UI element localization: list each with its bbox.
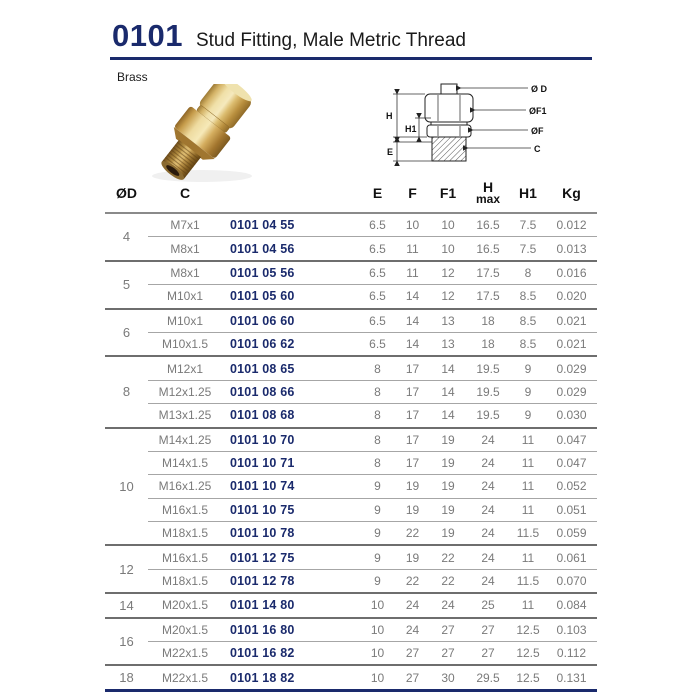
f1-cell: 14 [430,404,466,428]
part-number-cell: 0101 04 56 [222,237,360,261]
table-row [105,332,597,356]
f1-cell: 19 [430,522,466,546]
thread-cell: M16x1.25 [148,475,222,498]
col-header-part [222,180,360,213]
e-cell: 10 [360,642,395,666]
hmax-cell: 18 [466,332,510,356]
hmax-cell: 19.5 [466,356,510,380]
thread-cell: M10x1.5 [148,332,222,356]
part-number-cell: 0101 18 82 [222,665,360,688]
col-header-hmax [466,180,510,213]
part-number-cell: 0101 06 60 [222,309,360,333]
col-header-f: F [395,180,430,213]
f-cell: 14 [395,309,430,333]
kg-cell: 0.047 [546,451,597,474]
f1-cell: 14 [430,356,466,380]
part-number-cell: 0101 10 78 [222,522,360,546]
hmax-cell: 18 [466,309,510,333]
thread-cell: M13x1.25 [148,404,222,428]
table-row [105,380,597,403]
dimension-label-h: H [386,111,393,121]
thread-cell: M8x1 [148,261,222,285]
part-number-cell: 0101 10 74 [222,475,360,498]
thread-cell: M16x1.5 [148,545,222,569]
table-row [105,285,597,309]
hmax-cell: 16.5 [466,237,510,261]
thread-cell: M12x1 [148,356,222,380]
f1-cell: 12 [430,285,466,309]
part-number-cell: 0101 08 65 [222,356,360,380]
col-header-f1: F1 [430,180,466,213]
title-divider [110,57,592,60]
table-row [105,545,597,569]
part-number-cell: 0101 05 56 [222,261,360,285]
spec-table-wrap [105,180,597,692]
thread-cell: M10x1 [148,309,222,333]
f1-cell: 19 [430,498,466,521]
od-cell: 14 [105,593,148,617]
product-photo [118,84,293,186]
hmax-cell: 16.5 [466,213,510,237]
h1-cell: 11 [510,498,546,521]
thread-cell: M18x1.5 [148,522,222,546]
part-number-cell: 0101 08 68 [222,404,360,428]
h1-cell: 9 [510,380,546,403]
dimension-label-f1: ØF1 [529,106,547,116]
f-cell: 19 [395,475,430,498]
f-cell: 19 [395,498,430,521]
f1-cell: 10 [430,213,466,237]
h1-cell: 12.5 [510,642,546,666]
f-cell: 10 [395,213,430,237]
hmax-cell: 25 [466,593,510,617]
od-cell: 18 [105,665,148,688]
f-cell: 27 [395,665,430,688]
e-cell: 6.5 [360,285,395,309]
h1-cell: 9 [510,404,546,428]
drawing-fitting-outline [425,84,473,161]
table-row [105,356,597,380]
od-cell: 5 [105,261,148,309]
f-cell: 17 [395,451,430,474]
col-header-e: E [360,180,395,213]
od-cell: 16 [105,618,148,666]
col-header-h1: H1 [510,180,546,213]
e-cell: 6.5 [360,237,395,261]
e-cell: 6.5 [360,261,395,285]
f1-cell: 22 [430,545,466,569]
hmax-cell: 24 [466,569,510,593]
f-cell: 24 [395,593,430,617]
technical-drawing [383,80,595,180]
h1-cell: 9 [510,356,546,380]
f1-cell: 19 [430,475,466,498]
kg-cell: 0.030 [546,404,597,428]
f-cell: 11 [395,237,430,261]
spec-table-body [105,213,597,689]
kg-cell: 0.020 [546,285,597,309]
thread-cell: M7x1 [148,213,222,237]
thread-cell: M14x1.25 [148,428,222,452]
f1-cell: 30 [430,665,466,688]
kg-cell: 0.013 [546,237,597,261]
h1-cell: 12.5 [510,618,546,642]
part-number-cell: 0101 12 75 [222,545,360,569]
table-row [105,428,597,452]
h1-cell: 8 [510,261,546,285]
h1-cell: 12.5 [510,665,546,688]
h1-cell: 7.5 [510,237,546,261]
part-number-cell: 0101 10 71 [222,451,360,474]
table-row [105,309,597,333]
e-cell: 9 [360,545,395,569]
h1-cell: 11.5 [510,569,546,593]
od-cell: 12 [105,545,148,593]
table-row [105,569,597,593]
dimension-label-e: E [387,147,394,157]
f-cell: 11 [395,261,430,285]
hmax-cell: 17.5 [466,261,510,285]
table-row [105,522,597,546]
thread-cell: M20x1.5 [148,593,222,617]
f1-cell: 10 [430,237,466,261]
e-cell: 6.5 [360,309,395,333]
od-cell: 4 [105,213,148,261]
f1-cell: 19 [430,428,466,452]
kg-cell: 0.012 [546,213,597,237]
table-row [105,593,597,617]
part-number-cell: 0101 12 78 [222,569,360,593]
kg-cell: 0.084 [546,593,597,617]
page-title: Stud Fitting, Male Metric Thread [195,30,466,51]
f-cell: 27 [395,642,430,666]
part-number-cell: 0101 05 60 [222,285,360,309]
e-cell: 9 [360,475,395,498]
thread-cell: M22x1.5 [148,665,222,688]
thread-cell: M10x1 [148,285,222,309]
f-cell: 17 [395,356,430,380]
dimension-label-c: C [534,144,541,154]
h1-cell: 8.5 [510,309,546,333]
thread-cell: M12x1.25 [148,380,222,403]
e-cell: 10 [360,618,395,642]
hmax-cell: 27 [466,642,510,666]
hmax-cell: 24 [466,475,510,498]
hmax-cell: 24 [466,545,510,569]
table-row [105,237,597,261]
kg-cell: 0.131 [546,665,597,688]
od-cell: 6 [105,309,148,357]
h1-cell: 11 [510,428,546,452]
table-header-row [105,180,597,213]
part-number-cell: 0101 16 80 [222,618,360,642]
col-header-h-sub: max [475,192,501,206]
f1-cell: 27 [430,642,466,666]
kg-cell: 0.052 [546,475,597,498]
f-cell: 17 [395,428,430,452]
f1-cell: 14 [430,380,466,403]
e-cell: 6.5 [360,332,395,356]
col-header-kg: Kg [546,180,597,213]
kg-cell: 0.021 [546,309,597,333]
col-header-h: H [482,179,494,195]
thread-cell: M14x1.5 [148,451,222,474]
hmax-cell: 27 [466,618,510,642]
kg-cell: 0.029 [546,380,597,403]
page-header [112,18,594,54]
e-cell: 10 [360,665,395,688]
e-cell: 8 [360,380,395,403]
od-cell: 8 [105,356,148,427]
h1-cell: 11.5 [510,522,546,546]
table-row [105,475,597,498]
table-row [105,404,597,428]
e-cell: 9 [360,569,395,593]
part-number-cell: 0101 10 75 [222,498,360,521]
h1-cell: 11 [510,475,546,498]
f1-cell: 19 [430,451,466,474]
material-label: Brass [117,70,148,84]
dimension-label-d: Ø D [531,84,548,94]
kg-cell: 0.016 [546,261,597,285]
kg-cell: 0.051 [546,498,597,521]
kg-cell: 0.047 [546,428,597,452]
hmax-cell: 19.5 [466,380,510,403]
table-row [105,665,597,688]
table-row [105,498,597,521]
table-row [105,618,597,642]
e-cell: 9 [360,498,395,521]
hmax-cell: 29.5 [466,665,510,688]
thread-cell: M20x1.5 [148,618,222,642]
e-cell: 8 [360,356,395,380]
f-cell: 17 [395,380,430,403]
part-number-cell: 0101 08 66 [222,380,360,403]
part-number-cell: 0101 14 80 [222,593,360,617]
e-cell: 6.5 [360,213,395,237]
dimension-label-f: ØF [531,126,544,136]
e-cell: 8 [360,428,395,452]
f1-cell: 24 [430,593,466,617]
f1-cell: 13 [430,332,466,356]
hmax-cell: 17.5 [466,285,510,309]
f-cell: 19 [395,545,430,569]
part-number-cell: 0101 06 62 [222,332,360,356]
part-number-cell: 0101 16 82 [222,642,360,666]
f-cell: 17 [395,404,430,428]
f1-cell: 12 [430,261,466,285]
table-row [105,213,597,237]
f1-cell: 27 [430,618,466,642]
part-number-cell: 0101 10 70 [222,428,360,452]
od-cell: 10 [105,428,148,546]
kg-cell: 0.103 [546,618,597,642]
h1-cell: 8.5 [510,285,546,309]
f-cell: 24 [395,618,430,642]
thread-cell: M18x1.5 [148,569,222,593]
kg-cell: 0.021 [546,332,597,356]
dimension-label-h1: H1 [405,124,417,134]
hmax-cell: 24 [466,428,510,452]
spec-table [105,180,597,689]
table-row [105,261,597,285]
h1-cell: 8.5 [510,332,546,356]
kg-cell: 0.059 [546,522,597,546]
col-header-c: C [148,180,222,213]
table-row [105,451,597,474]
kg-cell: 0.070 [546,569,597,593]
kg-cell: 0.061 [546,545,597,569]
e-cell: 8 [360,404,395,428]
h1-cell: 11 [510,545,546,569]
col-header-od: ØD [105,180,148,213]
kg-cell: 0.112 [546,642,597,666]
hmax-cell: 24 [466,451,510,474]
e-cell: 9 [360,522,395,546]
hmax-cell: 19.5 [466,404,510,428]
f1-cell: 22 [430,569,466,593]
hmax-cell: 24 [466,498,510,521]
series-code: 0101 [112,18,183,53]
table-row [105,642,597,666]
f-cell: 22 [395,522,430,546]
part-number-cell: 0101 04 55 [222,213,360,237]
f-cell: 22 [395,569,430,593]
hmax-cell: 24 [466,522,510,546]
f1-cell: 13 [430,309,466,333]
title-row [112,18,594,54]
thread-cell: M8x1 [148,237,222,261]
e-cell: 10 [360,593,395,617]
kg-cell: 0.029 [546,356,597,380]
h1-cell: 7.5 [510,213,546,237]
thread-cell: M16x1.5 [148,498,222,521]
h1-cell: 11 [510,451,546,474]
f-cell: 14 [395,285,430,309]
e-cell: 8 [360,451,395,474]
thread-cell: M22x1.5 [148,642,222,666]
h1-cell: 11 [510,593,546,617]
f-cell: 14 [395,332,430,356]
